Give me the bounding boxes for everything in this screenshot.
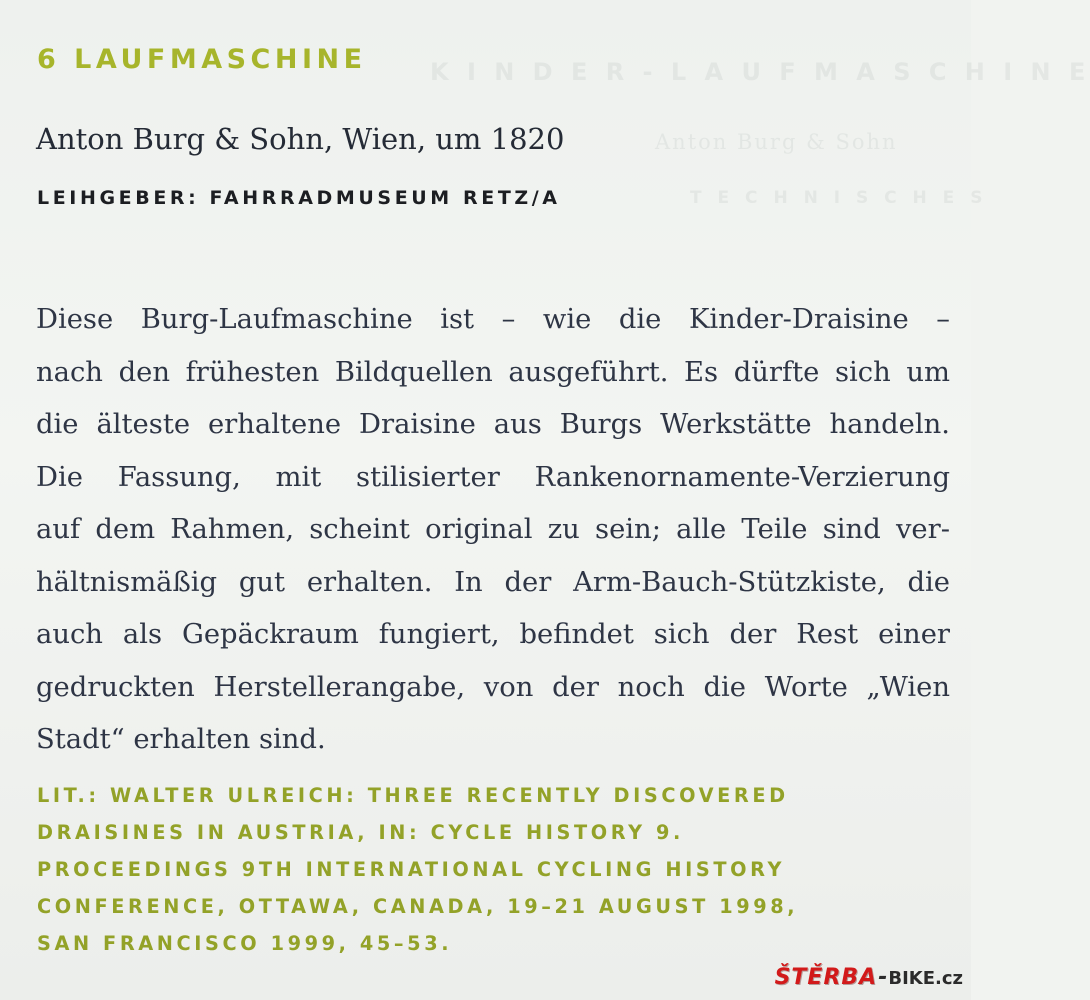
paragraph-line: die älteste erhaltene Draisine aus Burgs Werkstätte handeln. [36,409,950,440]
literature-line: DRAISINES IN AUSTRIA, IN: CYCLE HISTORY 9. [37,821,684,844]
paragraph-line: auch als Gepäckraum fungiert, befindet sich der Rest einer [36,619,950,650]
entry-heading: 6 LAUFMASCHINE [37,44,367,75]
show-through-text: K I N D E R - L A U F M A S C H I N E [430,58,1090,86]
show-through-text: T E C H N I S C H E S [690,188,988,208]
paragraph-line: gedruckten Herstellerangabe, von der noch die Worte „Wien [36,671,950,703]
literature-line: SAN FRANCISCO 1999, 45–53. [37,932,453,955]
paragraph-line: nach den frühesten Bildquellen ausgeführt. Es dürfte sich um [36,356,950,388]
maker-and-date: Anton Burg & Sohn, Wien, um 1820 [36,122,565,156]
show-through-text: Anton Burg & Sohn [655,130,898,154]
site-watermark [775,965,963,990]
watermark-brand: ŠTĚRBA [774,965,878,990]
paragraph-line: Die Fassung, mit stilisierter Rankenornamente-Verzierung [36,461,950,493]
paragraph-line: Diese Burg-Laufmaschine ist – wie die Kinder-Draisine – [36,304,950,335]
watermark-separator: - [878,965,888,990]
watermark-domain: BIKE.cz [888,968,963,989]
paragraph-line: Stadt“ erhalten sind. [36,724,326,755]
literature-line: PROCEEDINGS 9TH INTERNATIONAL CYCLING HISTORY [37,858,786,881]
literature-line: LIT.: WALTER ULREICH: THREE RECENTLY DISCOVERED [37,784,789,807]
lender-line: LEIHGEBER: FAHRRADMUSEUM RETZ/A [37,187,561,209]
paragraph-line: hältnismäßig gut erhalten. In der Arm-Bauch-Stützkiste, die [36,566,950,598]
literature-line: CONFERENCE, OTTAWA, CANADA, 19–21 AUGUST 1998, [37,895,799,918]
paragraph-line: auf dem Rahmen, scheint original zu sein; alle Teile sind ver- [36,514,950,545]
literature-reference [37,777,917,962]
description-paragraph [36,294,950,767]
